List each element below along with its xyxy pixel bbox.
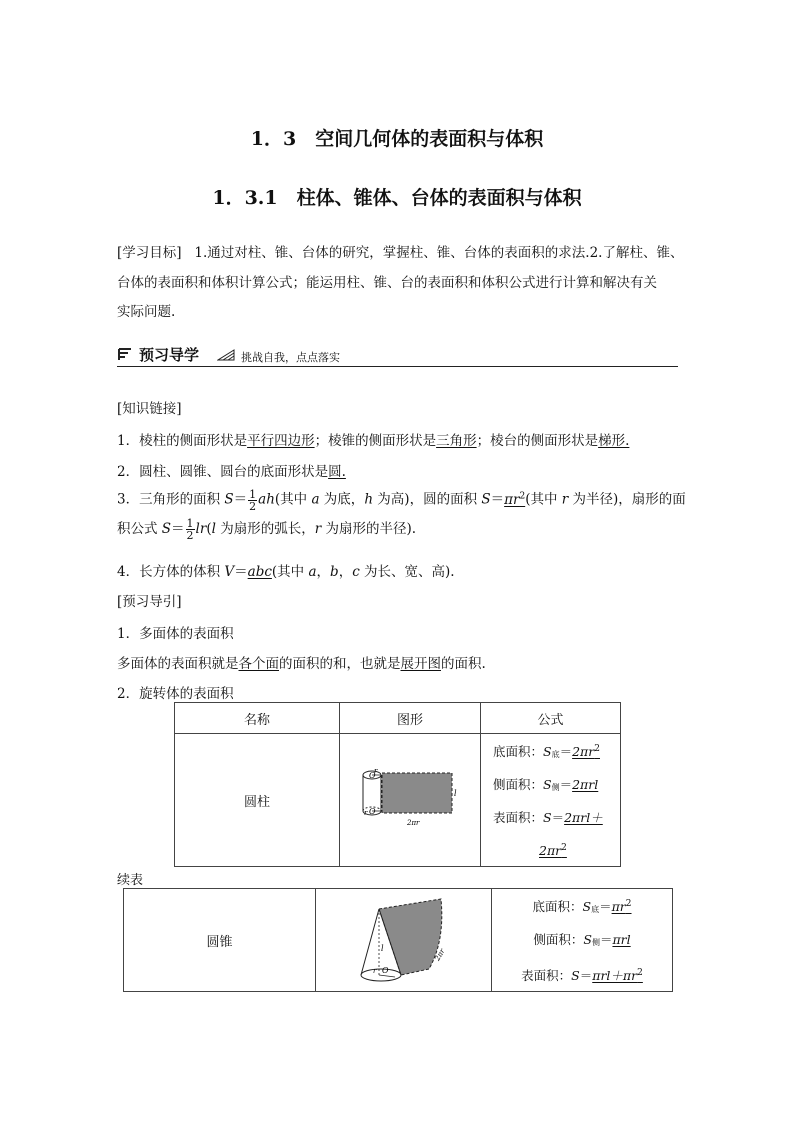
cone-lateral-area: 侧面积：S侧＝πrl bbox=[533, 932, 631, 948]
continued-table bbox=[123, 888, 673, 992]
answer-volume: abc bbox=[247, 564, 272, 580]
preview-item-1-text: 多面体的表面积就是各个面的面积的和，也就是展开图的面积. bbox=[117, 656, 486, 672]
section-banner bbox=[117, 344, 678, 366]
cylinder-figure-cell bbox=[340, 734, 481, 867]
cylinder-surface-area: 表面积：S＝2πrl＋ bbox=[493, 810, 603, 826]
banner-wedge-icon bbox=[217, 349, 235, 361]
cylinder-label-l: l bbox=[454, 789, 457, 799]
knowledge-heading: [知识链接] bbox=[117, 401, 182, 417]
answer-parallelogram: 平行四边形 bbox=[247, 433, 315, 449]
table-header-formula: 公式 bbox=[481, 703, 621, 734]
banner-title: 预习导学 bbox=[139, 346, 200, 364]
objectives-line-1: [学习目标] 1.通过对柱、锥、台体的研究，掌握柱、锥、台体的表面积的求法.2.了解柱、锥、 bbox=[117, 245, 684, 261]
cone-label-o: O bbox=[381, 966, 389, 976]
cone-label-l: l bbox=[380, 944, 384, 954]
table-header-name: 名称 bbox=[175, 703, 340, 734]
cylinder-label-r-top: r bbox=[374, 767, 378, 776]
knowledge-item-4: 4．长方体的体积 V＝abc(其中 a，b，c 为长、宽、高). bbox=[117, 564, 455, 580]
banner-rule bbox=[117, 366, 678, 367]
cylinder-surface-area-cont: $2\pi r^2$ bbox=[539, 843, 567, 859]
preview-item-1-title: 1．多面体的表面积 bbox=[117, 626, 234, 642]
table-header-figure: 图形 bbox=[340, 703, 481, 734]
cylinder-label-o-top: O bbox=[369, 771, 376, 781]
page-title: 1．3 空间几何体的表面积与体积 bbox=[250, 128, 544, 150]
cylinder-name: 圆柱 bbox=[175, 734, 340, 867]
cylinder-formulas bbox=[481, 734, 621, 867]
objectives-line-2: 台体的表面积和体积计算公式；能运用柱、锥、台的表面积和体积公式进行计算和解决有关 bbox=[117, 275, 657, 291]
cone-figure-cell bbox=[316, 889, 492, 992]
preview-heading: [预习导引] bbox=[117, 594, 182, 610]
knowledge-item-3-line-1: 3．三角形的面积 S＝ $\frac{1}{2}$ ah(其中 a 为底，h 为高)，圆的面积 $S=\pi r^2$(其中 r 为半径)，扇形的面 bbox=[117, 487, 686, 513]
answer-triangle: 三角形 bbox=[436, 433, 477, 449]
banner-subtitle: 挑战自我，点点落实 bbox=[241, 351, 340, 364]
answer-circle: 圆. bbox=[328, 464, 346, 480]
knowledge-item-1: 1．棱柱的侧面形状是平行四边形；棱锥的侧面形状是三角形；棱台的侧面形状是梯形. bbox=[117, 433, 630, 449]
cylinder-net-figure bbox=[355, 765, 465, 835]
fraction-half: $\frac{1}{2}$ bbox=[249, 487, 257, 513]
cone-label-arc: 2πr bbox=[432, 947, 447, 963]
answer-trapezoid: 梯形. bbox=[598, 433, 630, 449]
rotation-body-table bbox=[174, 702, 621, 867]
answer-net: 展开图 bbox=[400, 656, 441, 672]
objectives-line-3: 实际问题. bbox=[117, 304, 176, 320]
objectives-label: [学习目标] bbox=[117, 245, 182, 261]
cone-name: 圆锥 bbox=[124, 889, 316, 992]
answer-each-face: 各个面 bbox=[238, 656, 279, 672]
cylinder-base-area: 底面积：S底$=2\pi r^2$ bbox=[493, 744, 600, 760]
cylinder-label-r-bottom: r bbox=[364, 809, 368, 818]
cone-formulas bbox=[492, 889, 673, 992]
preview-item-2-title: 2．旋转体的表面积 bbox=[117, 686, 234, 702]
knowledge-item-3-line-2: 积公式 S＝ $\frac{1}{2}$ lr(l 为扇形的弧长，r 为扇形的半径). bbox=[117, 517, 417, 542]
section-title: 1．3.1 柱体、锥体、台体的表面积与体积 bbox=[212, 187, 582, 209]
knowledge-item-2: 2．圆柱、圆锥、圆台的底面形状是圆. bbox=[117, 464, 346, 480]
cone-base-area: 底面积：S底$=\pi r^2$ bbox=[532, 899, 632, 915]
cylinder-lateral-area: 侧面积：S侧＝2πrl bbox=[493, 777, 599, 793]
continued-table-caption: 续表 bbox=[117, 873, 144, 888]
answer-circle-area: $\pi r^2$ bbox=[504, 491, 526, 508]
cone-surface-area: 表面积：$S=\pi rl+\pi r^2$ bbox=[521, 968, 643, 984]
cylinder-label-width: 2πr bbox=[407, 819, 420, 828]
banner-stripes-icon bbox=[117, 347, 133, 361]
cone-label-r: r bbox=[372, 967, 376, 976]
cone-net-figure bbox=[349, 891, 459, 989]
fraction-half-2: $\frac{1}{2}$ bbox=[186, 517, 194, 542]
cylinder-label-o-bottom: O bbox=[369, 807, 376, 817]
